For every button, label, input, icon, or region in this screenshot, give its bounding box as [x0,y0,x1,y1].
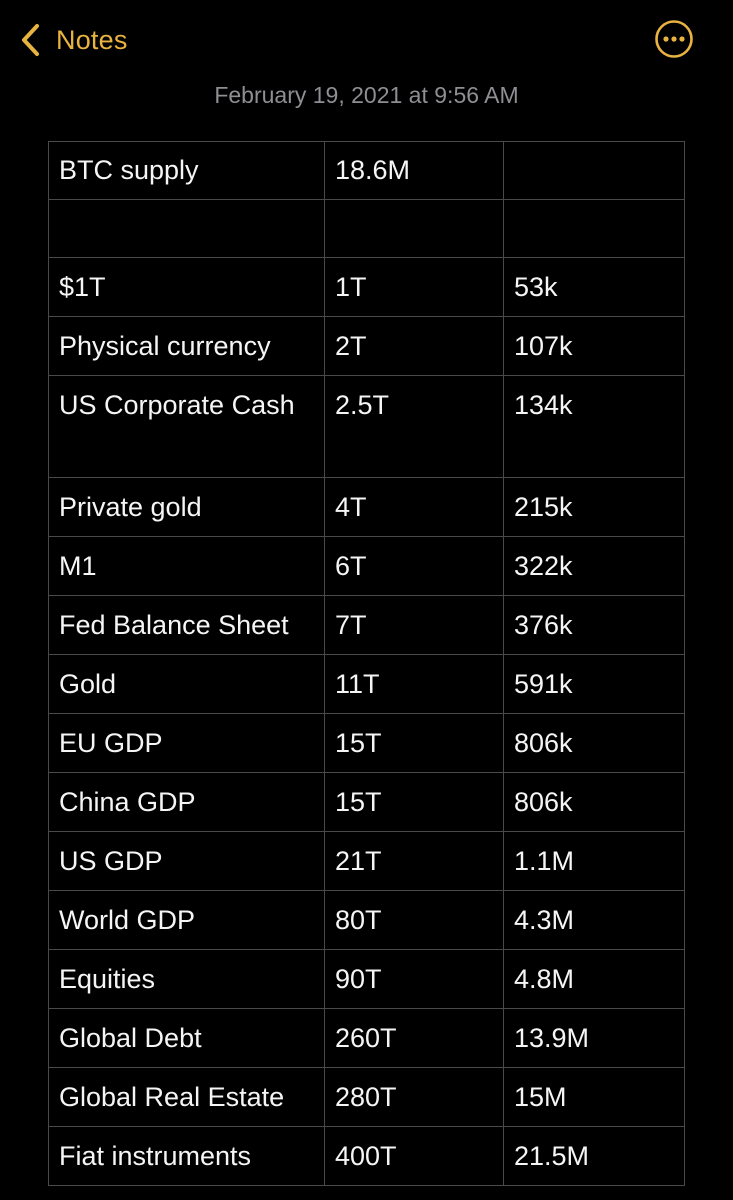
table-cell[interactable]: 1.1M [504,832,685,891]
table-cell[interactable]: US GDP [49,832,325,891]
table-row [49,1009,685,1068]
chevron-left-icon [20,23,42,57]
note-timestamp: February 19, 2021 at 9:56 AM [214,82,519,108]
table-cell[interactable]: Fiat instruments [49,1127,325,1186]
table-cell[interactable]: 15T [325,714,504,773]
table-cell[interactable]: Private gold [49,478,325,537]
table-cell[interactable]: 1T [325,258,504,317]
table-row [49,1127,685,1186]
table-row [49,1068,685,1127]
table-cell[interactable]: 260T [325,1009,504,1068]
table-cell[interactable]: 280T [325,1068,504,1127]
table-cell[interactable]: 322k [504,537,685,596]
table-cell[interactable]: 215k [504,478,685,537]
table-row [49,258,685,317]
table-cell[interactable]: 21T [325,832,504,891]
table-cell[interactable]: 11T [325,655,504,714]
table-row [49,478,685,537]
table-cell[interactable]: 13.9M [504,1009,685,1068]
table-cell[interactable]: 80T [325,891,504,950]
table-row [49,655,685,714]
table-cell[interactable]: 6T [325,537,504,596]
table-cell[interactable]: Equities [49,950,325,1009]
table-cell[interactable] [504,200,685,258]
table-cell[interactable]: 134k [504,376,685,478]
table-row [49,832,685,891]
table-cell[interactable]: Global Real Estate [49,1068,325,1127]
table-row [49,142,685,200]
table-cell[interactable]: 15T [325,773,504,832]
table-row [49,714,685,773]
table-cell[interactable]: 15M [504,1068,685,1127]
table-cell[interactable]: 376k [504,596,685,655]
navigation-bar [0,0,733,80]
table-cell[interactable]: Global Debt [49,1009,325,1068]
ellipsis-circle-icon [654,19,694,59]
table-row [49,317,685,376]
table-cell[interactable]: 18.6M [325,142,504,200]
table-cell[interactable]: BTC supply [49,142,325,200]
table-cell[interactable] [49,200,325,258]
back-button[interactable] [20,20,128,60]
table-cell[interactable]: 7T [325,596,504,655]
table-row [49,200,685,258]
table-cell[interactable]: 4.3M [504,891,685,950]
table-cell[interactable]: 4.8M [504,950,685,1009]
table-row [49,891,685,950]
table-cell[interactable]: 53k [504,258,685,317]
table-cell[interactable] [504,142,685,200]
table-cell[interactable]: M1 [49,537,325,596]
table-cell[interactable]: $1T [49,258,325,317]
table-cell[interactable]: World GDP [49,891,325,950]
table-cell[interactable]: 107k [504,317,685,376]
table-cell[interactable]: US Corporate Cash [49,376,325,478]
table-cell[interactable]: EU GDP [49,714,325,773]
table-cell[interactable]: Gold [49,655,325,714]
table-cell[interactable]: 806k [504,714,685,773]
table-cell[interactable]: 2.5T [325,376,504,478]
table-cell[interactable]: China GDP [49,773,325,832]
more-options-button[interactable] [654,19,694,59]
table-cell[interactable]: 90T [325,950,504,1009]
table-row [49,376,685,478]
table-cell[interactable]: 21.5M [504,1127,685,1186]
table-cell[interactable]: Physical currency [49,317,325,376]
table-cell[interactable]: 2T [325,317,504,376]
table-cell[interactable] [325,200,504,258]
table-row [49,950,685,1009]
table-row [49,537,685,596]
table-cell[interactable]: 400T [325,1127,504,1186]
back-button-label: Notes [56,24,128,55]
table-row [49,773,685,832]
table-cell[interactable]: Fed Balance Sheet [49,596,325,655]
table-cell[interactable]: 591k [504,655,685,714]
table-cell[interactable]: 4T [325,478,504,537]
note-table [48,141,685,1186]
table-cell[interactable]: 806k [504,773,685,832]
table-row [49,596,685,655]
